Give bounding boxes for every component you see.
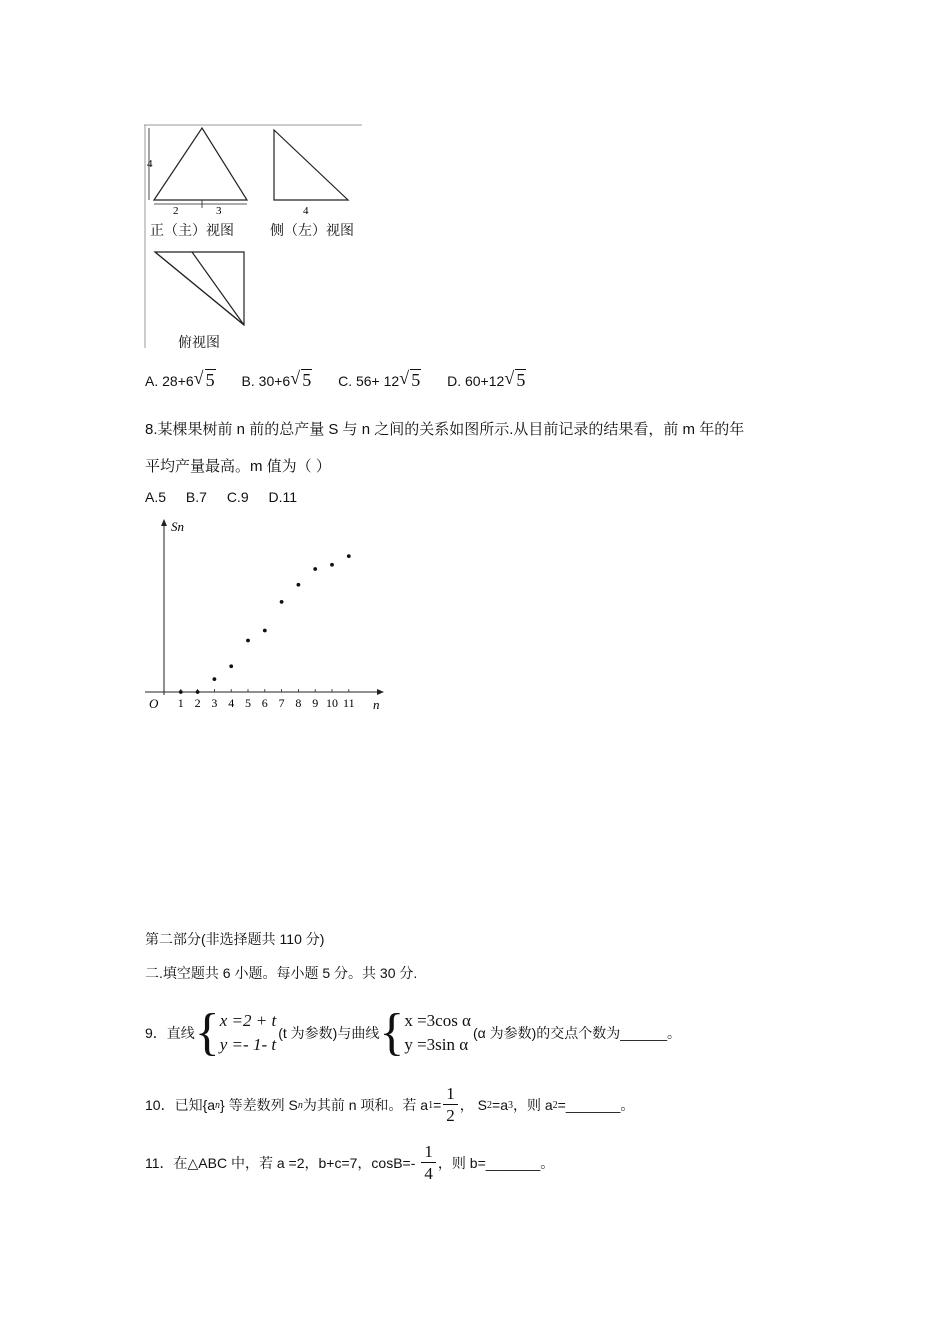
- front-view-triangle: [154, 128, 247, 200]
- q10-sub-3: 3: [507, 1099, 513, 1111]
- q7-option-a-text: A. 28+6: [145, 373, 194, 389]
- data-point: [229, 664, 233, 668]
- q10-part-e: ， S: [459, 1097, 488, 1113]
- x-tick-label: 6: [261, 696, 268, 710]
- q10-part-f: =a: [492, 1097, 508, 1113]
- q11-fraction: [421, 1142, 436, 1185]
- x-tick-label: 3: [211, 696, 218, 710]
- q7-option-c-text: C. 56+ 12: [338, 373, 400, 389]
- q11-frac-num: 1: [421, 1142, 436, 1163]
- dim-left-label: 2: [173, 205, 179, 217]
- q9-sys1-line1: x =2 + t: [219, 1011, 277, 1030]
- q7-option-c-radicand: 5: [411, 370, 421, 390]
- data-point: [196, 690, 200, 694]
- dim-right-label: 3: [216, 205, 222, 217]
- dim-height-label: 4: [147, 158, 153, 170]
- q7-option-c[interactable]: C. 56+ 12 √ 5: [338, 368, 421, 390]
- q7-option-d-text: D. 60+12: [447, 373, 505, 389]
- side-view-caption: 侧（左）视图: [270, 222, 354, 238]
- q8-option-a[interactable]: A.5: [145, 489, 167, 505]
- question-9: [145, 1003, 681, 1063]
- q7-option-d-radicand: 5: [516, 370, 526, 390]
- data-point: [213, 677, 217, 681]
- data-point: [297, 583, 301, 587]
- data-point: [179, 690, 183, 694]
- q11-part-b: ，则 b=_______。: [437, 1155, 555, 1171]
- question-11: [145, 1140, 554, 1186]
- x-tick-label: 1: [177, 696, 184, 710]
- q10-sub-2: 2: [487, 1099, 493, 1111]
- q10-sub-n1: n: [215, 1099, 221, 1111]
- q8-option-d[interactable]: D.11: [268, 489, 298, 505]
- data-point: [280, 600, 284, 604]
- top-view-caption: 俯视图: [178, 334, 220, 350]
- q7-option-a-radicand: 5: [205, 370, 215, 390]
- x-tick-label: 8: [295, 696, 302, 710]
- q10-part-c: 为其前 n 项和。若 a: [302, 1097, 429, 1113]
- q7-option-a[interactable]: A. 28+6 √ 5: [145, 368, 215, 390]
- chart-origin-label: O: [149, 696, 159, 711]
- q10-part-b: } 等差数列 S: [220, 1097, 298, 1113]
- q10-part-d: =: [433, 1097, 442, 1113]
- side-view-triangle: [274, 130, 348, 200]
- q9-sys1-line2: y =- 1- t: [219, 1035, 277, 1054]
- q8-options: [145, 489, 319, 505]
- chart-y-label: Sn: [171, 519, 184, 534]
- data-point: [246, 639, 250, 643]
- q7-option-b-text: B. 30+6: [241, 373, 291, 389]
- q7-options: [145, 370, 548, 391]
- chart-points: [179, 554, 351, 694]
- sn-scatter-chart: [140, 515, 390, 715]
- q8-option-b[interactable]: B.7: [185, 489, 207, 505]
- data-point: [330, 563, 334, 567]
- q10-fraction: [443, 1084, 458, 1127]
- data-point: [313, 567, 317, 571]
- x-tick-label: 9: [312, 696, 319, 710]
- q9-sys2-line2: y =3sin α: [404, 1035, 469, 1054]
- q8-line-1: 8.某棵果树前 n 前的总产量 S 与 n 之间的关系如图所示.从目前记录的结果看，前 m 年的年: [145, 421, 745, 438]
- q9-param-2: (α 为参数)的交点个数为______。: [472, 1025, 681, 1041]
- front-view-caption: 正（主）视图: [150, 222, 234, 238]
- q10-part-a: 10．已知{a: [145, 1097, 216, 1113]
- q8-option-c[interactable]: C.9: [226, 489, 249, 505]
- q10-sub-2b: 2: [552, 1099, 558, 1111]
- q10-part-g: ，则 a: [512, 1097, 553, 1113]
- q10-frac-num: 1: [443, 1084, 458, 1105]
- q9-brace-1: {: [194, 1004, 220, 1061]
- section-2-subtitle: 二.填空题共 6 小题。每小题 5 分。共 30 分.: [145, 965, 418, 981]
- data-point: [347, 554, 351, 558]
- x-tick-label: 2: [194, 696, 201, 710]
- q9-system-1: [220, 1009, 276, 1057]
- q9-system-2: [404, 1009, 471, 1057]
- q10-part-h: =_______。: [557, 1097, 635, 1113]
- x-tick-label: 11: [343, 696, 355, 710]
- q9-param-1: (t 为参数)与曲线: [278, 1025, 380, 1041]
- q7-option-b-radicand: 5: [302, 370, 312, 390]
- q7-option-d[interactable]: D. 60+12 √ 5: [447, 368, 526, 390]
- q11-part-a: 11．在△ABC 中，若 a =2，b+c=7，cosB=-: [145, 1155, 416, 1171]
- x-tick-label: 5: [245, 696, 251, 710]
- section-2-title: 第二部分(非选择题共 110 分): [145, 931, 325, 947]
- q11-frac-den: 4: [424, 1163, 433, 1183]
- q7-option-b[interactable]: B. 30+6 √ 5: [241, 368, 312, 390]
- q9-sys2-line1: x =3cos α: [404, 1011, 471, 1030]
- q9-brace-2: {: [379, 1004, 405, 1061]
- question-10: [145, 1082, 634, 1128]
- q8-line-2: 平均产量最高。m 值为（ ）: [145, 458, 331, 475]
- q10-sub-n2: n: [297, 1099, 303, 1111]
- chart-x-label: n: [373, 697, 380, 712]
- q9-number: 9．直线: [145, 1025, 195, 1041]
- x-tick-label: 4: [228, 696, 235, 710]
- data-point: [263, 629, 267, 633]
- dim-side-label: 4: [303, 205, 309, 217]
- x-tick-label: 10: [326, 696, 338, 710]
- q10-sub-1: 1: [428, 1099, 434, 1111]
- q10-frac-den: 2: [446, 1105, 455, 1125]
- x-tick-label: 7: [278, 696, 285, 710]
